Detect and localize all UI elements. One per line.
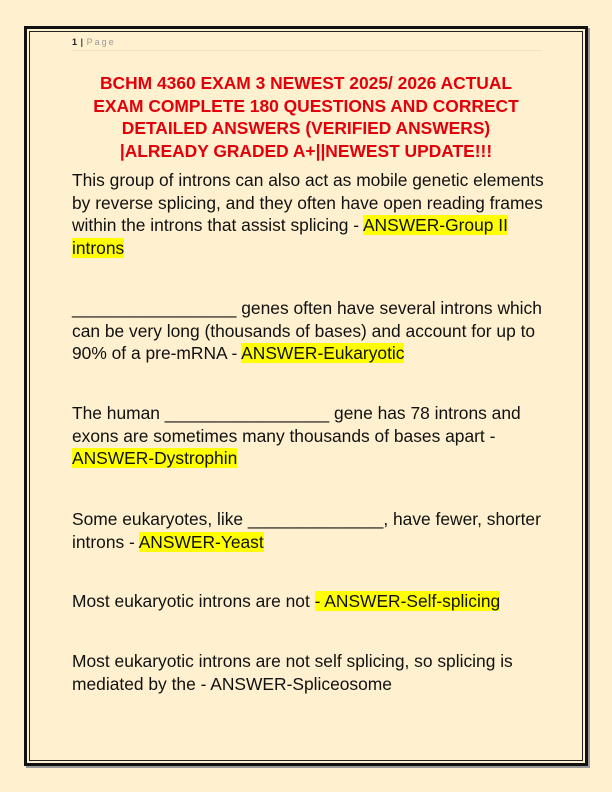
document-title xyxy=(60,72,552,162)
page-label: Page xyxy=(86,37,116,47)
title-line: BCHM 4360 EXAM 3 NEWEST 2025/ 2026 ACTUAL xyxy=(99,73,513,93)
title-line: DETAILED ANSWERS (VERIFIED ANSWERS) xyxy=(121,118,491,138)
question-text: _________________ genes often have several introns which can be very long (thousands of bases) and account for up to 90% of a pre-mRNA - xyxy=(72,298,542,363)
title-line: EXAM COMPLETE 180 QUESTIONS AND CORRECT xyxy=(93,95,519,116)
question-text: Most eukaryotic introns are not self splicing, so splicing is mediated by the - xyxy=(72,651,513,694)
title-line: |ALREADY GRADED A+||NEWEST UPDATE!!! xyxy=(119,140,493,161)
answer-text: ANSWER-Yeast xyxy=(138,531,264,552)
answer-text: ANSWER-Spliceosome xyxy=(210,673,392,694)
qa-item xyxy=(72,508,547,553)
answer-text: ANSWER-Dystrophin xyxy=(72,448,238,468)
qa-item xyxy=(72,402,547,470)
answer-text: - ANSWER-Self-splicing xyxy=(314,591,501,611)
question-text: Most eukaryotic introns are not xyxy=(72,591,315,611)
page-number: 1 xyxy=(72,37,78,47)
qa-item xyxy=(72,590,547,613)
answer-text: ANSWER-Group II introns xyxy=(72,215,508,258)
page-header xyxy=(72,36,542,51)
question-text: Some eukaryotes, like ______________, have fewer, shorter introns - xyxy=(72,509,541,552)
question-text: The human _________________ gene has 78 introns and exons are sometimes many thousands of bases apart - xyxy=(72,403,521,446)
qa-item xyxy=(72,297,547,365)
qa-item xyxy=(72,169,547,259)
question-text: This group of introns can also act as mobile genetic elements by reverse splicing, and they often have open reading frames within the introns that assist splicing - xyxy=(72,170,544,235)
answer-text: ANSWER-Eukaryotic xyxy=(241,343,405,363)
page-separator: | xyxy=(80,37,84,47)
qa-item xyxy=(72,650,547,695)
